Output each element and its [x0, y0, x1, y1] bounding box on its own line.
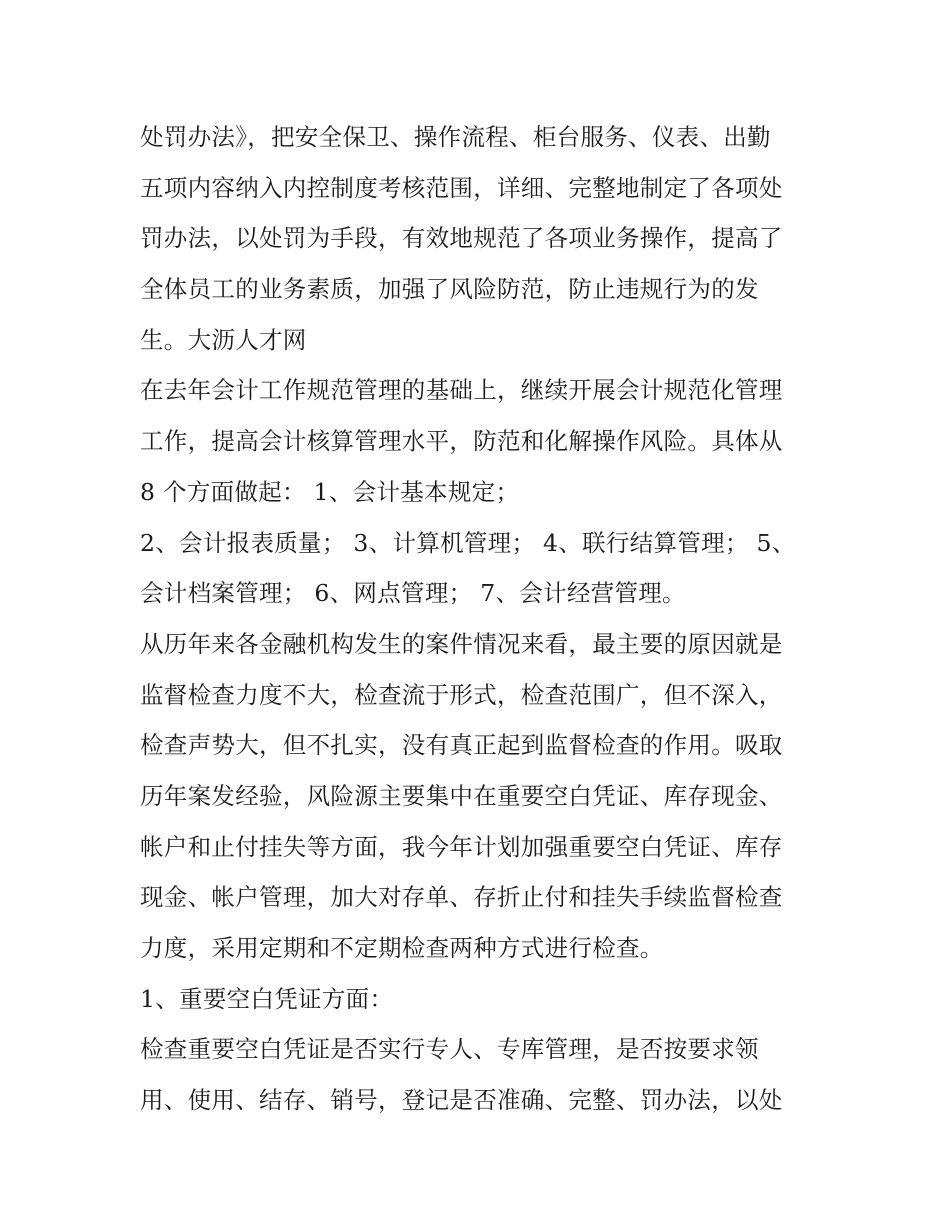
text-line: 处罚办法》，把安全保卫、操作流程、柜台服务、仪表、出勤	[140, 123, 771, 151]
text-line: 生。大沥人才网	[140, 325, 307, 354]
text-line: 工作，提高会计核算管理水平，防范和化解操作风险。具体从	[140, 427, 783, 456]
text-line: 检查声势大，但不扎实，没有真正起到监督检查的作用。吸取	[140, 731, 783, 760]
text-line: 历年案发经验，风险源主要集中在重要空白凭证、库存现金、	[140, 781, 783, 810]
document-body	[140, 112, 820, 1126]
text-line: 在去年会计工作规范管理的基础上，继续开展会计规范化管理	[140, 376, 783, 405]
text-line: 监督检查力度不大，检查流于形式，检查范围广，但不深入，	[140, 680, 783, 709]
text-line: 检查重要空白凭证是否实行专人、专库管理，是否按要求领	[140, 1035, 759, 1064]
text-line: 现金、帐户管理，加大对存单、存折止付和挂失手续监督检查	[140, 883, 783, 912]
text-line: 会计档案管理； 6、网点管理； 7、会计经营管理。	[140, 579, 686, 608]
text-line: 帐户和止付挂失等方面，我今年计划加强重要空白凭证、库存	[140, 832, 783, 861]
text-line: 1、重要空白凭证方面：	[140, 984, 394, 1013]
text-line: 力度，采用定期和不定期检查两种方式进行检查。	[140, 934, 664, 962]
text-line: 从历年来各金融机构发生的案件情况来看，最主要的原因就是	[140, 629, 783, 658]
text-line: 五项内容纳入内控制度考核范围，详细、完整地制定了各项处	[140, 173, 783, 202]
text-line: 8 个方面做起： 1、会计基本规定；	[140, 477, 520, 506]
text-line: 全体员工的业务素质，加强了风险防范，防止违规行为的发	[140, 275, 759, 304]
text-line: 2、会计报表质量； 3、计算机管理； 4、联行结算管理； 5、	[140, 528, 796, 557]
text-line: 用、使用、结存、销号，登记是否准确、完整、罚办法，以处	[140, 1086, 783, 1115]
text-line: 罚办法，以处罚为手段，有效地规范了各项业务操作，提高了	[140, 224, 783, 253]
